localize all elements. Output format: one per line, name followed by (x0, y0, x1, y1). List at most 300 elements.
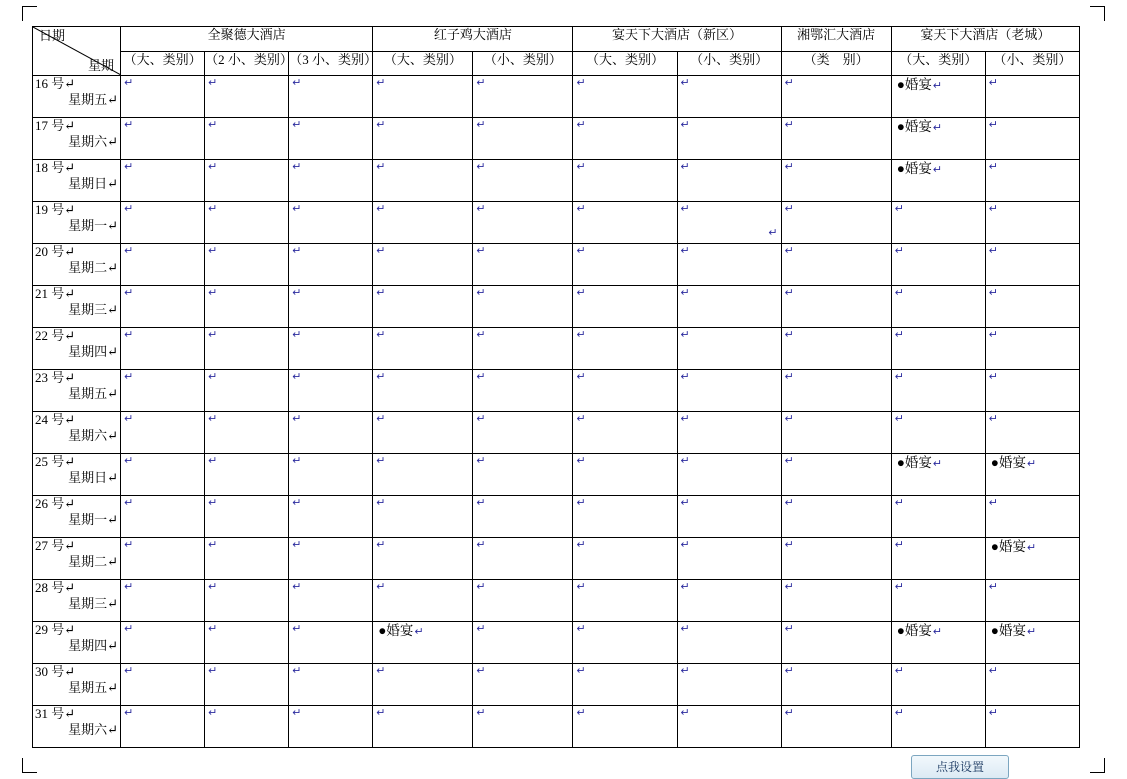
paragraph-mark-icon: ↵ (376, 119, 386, 131)
header-weekday-label: 星期 (88, 57, 115, 73)
date-cell (33, 622, 121, 664)
schedule-cell[interactable] (677, 76, 781, 118)
paragraph-mark-icon: ↵ (932, 122, 943, 134)
schedule-cell[interactable] (573, 538, 677, 580)
subheader-hongziji-small: （小、类别） (473, 52, 573, 76)
schedule-cell[interactable] (289, 706, 373, 748)
schedule-cell[interactable] (289, 622, 373, 664)
schedule-cell[interactable] (473, 580, 573, 622)
schedule-cell[interactable] (121, 538, 205, 580)
schedule-cell[interactable] (781, 244, 891, 286)
paragraph-mark-icon: ↵ (208, 623, 218, 635)
schedule-cell[interactable] (677, 118, 781, 160)
paragraph-mark-icon: ↵ (292, 413, 302, 425)
schedule-cell[interactable] (781, 538, 891, 580)
paragraph-mark-icon: ↵ (376, 539, 386, 551)
schedule-cell[interactable] (205, 538, 289, 580)
paragraph-mark-icon: ↵ (376, 203, 386, 215)
schedule-cell[interactable] (205, 370, 289, 412)
paragraph-mark-icon: ↵ (292, 497, 302, 509)
schedule-cell[interactable] (677, 328, 781, 370)
schedule-cell[interactable] (677, 580, 781, 622)
schedule-cell[interactable] (473, 538, 573, 580)
paragraph-mark-icon: ↵ (292, 203, 302, 215)
schedule-cell[interactable] (205, 622, 289, 664)
date-day-number: 31 号↵ (35, 706, 76, 721)
schedule-cell[interactable] (985, 118, 1079, 160)
schedule-cell[interactable] (205, 244, 289, 286)
schedule-cell[interactable] (677, 202, 781, 244)
schedule-cell[interactable] (473, 328, 573, 370)
schedule-cell[interactable] (289, 454, 373, 496)
schedule-cell[interactable] (573, 706, 677, 748)
paragraph-mark-icon: ↵ (292, 329, 302, 341)
date-cell (33, 538, 121, 580)
schedule-cell[interactable] (373, 538, 473, 580)
table-row (33, 706, 1080, 748)
date-weekday: 星期六↵ (68, 134, 119, 150)
paragraph-mark-icon: ↵ (292, 77, 302, 89)
schedule-cell[interactable] (121, 76, 205, 118)
paragraph-mark-icon: ↵ (576, 455, 586, 467)
settings-floating-button[interactable]: 点我设置 (911, 755, 1009, 779)
schedule-cell[interactable] (473, 160, 573, 202)
schedule-cell[interactable] (891, 244, 985, 286)
paragraph-mark-icon: ↵ (292, 161, 302, 173)
paragraph-mark-icon: ↵ (124, 539, 134, 551)
schedule-cell[interactable] (289, 496, 373, 538)
schedule-cell[interactable] (781, 580, 891, 622)
paragraph-mark-icon: ↵ (376, 665, 386, 677)
schedule-cell[interactable] (677, 664, 781, 706)
schedule-cell[interactable] (891, 286, 985, 328)
schedule-cell[interactable] (205, 496, 289, 538)
paragraph-mark-icon: ↵ (476, 623, 486, 635)
date-cell (33, 286, 121, 328)
schedule-cell[interactable] (121, 706, 205, 748)
schedule-cell[interactable] (781, 328, 891, 370)
schedule-cell[interactable] (205, 286, 289, 328)
paragraph-mark-icon: ↵ (124, 329, 134, 341)
schedule-cell[interactable] (205, 706, 289, 748)
schedule-cell[interactable] (891, 118, 985, 160)
table-row (33, 244, 1080, 286)
schedule-cell[interactable] (573, 496, 677, 538)
schedule-cell[interactable] (985, 328, 1079, 370)
subheader-yantianxia-old-large: （大、类别） (891, 52, 985, 76)
schedule-body (33, 76, 1080, 748)
schedule-cell[interactable] (573, 412, 677, 454)
schedule-cell[interactable] (205, 118, 289, 160)
paragraph-mark-icon: ↵ (680, 539, 690, 551)
paragraph-mark-icon: ↵ (376, 161, 386, 173)
schedule-cell[interactable] (473, 202, 573, 244)
paragraph-mark-icon: ↵ (208, 287, 218, 299)
schedule-cell[interactable] (781, 202, 891, 244)
date-weekday: 星期四↵ (68, 344, 119, 360)
schedule-cell[interactable] (985, 412, 1079, 454)
paragraph-mark-icon: ↵ (784, 455, 794, 467)
date-weekday: 星期五↵ (68, 680, 119, 696)
schedule-cell[interactable] (289, 538, 373, 580)
schedule-cell[interactable] (985, 76, 1079, 118)
date-day-number: 24 号↵ (35, 412, 76, 427)
schedule-cell[interactable] (373, 202, 473, 244)
banquet-schedule-table (32, 26, 1080, 748)
date-day-number: 25 号↵ (35, 454, 76, 469)
schedule-cell[interactable] (205, 76, 289, 118)
paragraph-mark-icon: ↵ (988, 161, 999, 173)
paragraph-mark-icon: ↵ (208, 119, 218, 131)
date-weekday: 星期三↵ (68, 596, 119, 612)
date-cell (33, 496, 121, 538)
schedule-cell[interactable] (121, 664, 205, 706)
schedule-cell[interactable] (289, 412, 373, 454)
schedule-cell[interactable] (121, 328, 205, 370)
event-entry: ●婚宴 (896, 623, 932, 638)
paragraph-mark-icon: ↵ (292, 623, 302, 635)
paragraph-mark-icon: ↵ (932, 164, 943, 176)
subheader-hongziji-large: （大、类别） (373, 52, 473, 76)
event-entry: ●婚宴 (896, 77, 932, 92)
schedule-cell[interactable] (289, 286, 373, 328)
date-cell (33, 118, 121, 160)
schedule-cell[interactable] (781, 370, 891, 412)
table-row (33, 76, 1080, 118)
schedule-cell[interactable] (677, 160, 781, 202)
paragraph-mark-icon: ↵ (576, 245, 586, 257)
date-weekday: 星期二↵ (68, 260, 119, 276)
paragraph-mark-icon: ↵ (894, 581, 904, 593)
schedule-cell[interactable] (289, 664, 373, 706)
schedule-cell[interactable] (985, 244, 1079, 286)
schedule-cell[interactable] (677, 286, 781, 328)
venue-header-yantianxia-old: 宴天下大酒店（老城） (891, 27, 1079, 52)
schedule-cell[interactable] (781, 454, 891, 496)
schedule-cell[interactable] (289, 580, 373, 622)
paragraph-mark-icon: ↵ (680, 707, 690, 719)
subheader-xianghui-type: （类 别） (781, 52, 891, 76)
subheader-yantianxia-new-large: （大、类别） (573, 52, 677, 76)
paragraph-mark-icon: ↵ (988, 581, 999, 593)
paragraph-mark-icon: ↵ (208, 329, 218, 341)
schedule-cell[interactable] (677, 412, 781, 454)
schedule-cell[interactable] (473, 244, 573, 286)
schedule-cell[interactable] (573, 664, 677, 706)
schedule-cell[interactable] (289, 202, 373, 244)
schedule-cell[interactable] (205, 664, 289, 706)
schedule-cell[interactable] (781, 622, 891, 664)
date-cell (33, 328, 121, 370)
paragraph-mark-icon: ↵ (988, 203, 999, 215)
schedule-cell[interactable] (891, 496, 985, 538)
schedule-cell[interactable] (121, 412, 205, 454)
schedule-cell[interactable] (205, 160, 289, 202)
schedule-cell[interactable] (473, 622, 573, 664)
schedule-cell[interactable] (121, 118, 205, 160)
paragraph-mark-icon: ↵ (476, 329, 486, 341)
date-day-number: 26 号↵ (35, 496, 76, 511)
date-day-number: 27 号↵ (35, 538, 76, 553)
paragraph-mark-icon: ↵ (476, 203, 486, 215)
schedule-cell[interactable] (573, 328, 677, 370)
schedule-cell[interactable] (573, 580, 677, 622)
paragraph-mark-icon: ↵ (784, 623, 794, 635)
schedule-cell[interactable] (373, 412, 473, 454)
date-day-number: 28 号↵ (35, 580, 76, 595)
schedule-cell[interactable] (891, 412, 985, 454)
schedule-cell[interactable] (985, 202, 1079, 244)
schedule-cell[interactable] (473, 496, 573, 538)
table-row (33, 328, 1080, 370)
schedule-cell[interactable] (373, 76, 473, 118)
schedule-cell[interactable] (373, 454, 473, 496)
paragraph-mark-icon: ↵ (680, 287, 690, 299)
schedule-cell[interactable] (985, 622, 1079, 664)
schedule-cell[interactable] (677, 370, 781, 412)
paragraph-mark-icon: ↵ (576, 203, 586, 215)
schedule-cell[interactable] (891, 664, 985, 706)
table-row (33, 496, 1080, 538)
schedule-cell[interactable] (205, 580, 289, 622)
date-cell (33, 580, 121, 622)
schedule-cell[interactable] (121, 622, 205, 664)
schedule-cell[interactable] (121, 286, 205, 328)
subheader-quanjude-large: （大、类别） (121, 52, 205, 76)
paragraph-mark-icon: ↵ (208, 665, 218, 677)
date-weekday: 星期五↵ (68, 92, 119, 108)
paragraph-mark-icon: ↵ (988, 329, 999, 341)
date-weekday: 星期二↵ (68, 554, 119, 570)
paragraph-mark-icon: ↵ (376, 371, 386, 383)
schedule-cell[interactable] (205, 328, 289, 370)
paragraph-mark-icon: ↵ (1026, 542, 1037, 554)
schedule-cell[interactable] (781, 706, 891, 748)
schedule-cell[interactable] (289, 328, 373, 370)
paragraph-mark-icon: ↵ (576, 497, 586, 509)
paragraph-mark-icon: ↵ (680, 245, 690, 257)
paragraph-mark-icon: ↵ (124, 203, 134, 215)
paragraph-mark-icon: ↵ (784, 245, 794, 257)
paragraph-mark-icon: ↵ (1026, 458, 1037, 470)
schedule-cell[interactable] (985, 496, 1079, 538)
paragraph-mark-icon: ↵ (680, 665, 690, 677)
event-entry: ●婚宴 (896, 161, 932, 176)
schedule-cell[interactable] (985, 370, 1079, 412)
date-weekday: 星期四↵ (68, 638, 119, 654)
date-weekday: 星期日↵ (68, 176, 119, 192)
schedule-cell[interactable] (891, 370, 985, 412)
paragraph-mark-icon: ↵ (292, 119, 302, 131)
schedule-cell[interactable] (473, 412, 573, 454)
event-entry: ●婚宴 (378, 623, 414, 638)
schedule-cell[interactable] (891, 328, 985, 370)
schedule-cell[interactable] (985, 160, 1079, 202)
schedule-cell[interactable] (891, 622, 985, 664)
paragraph-mark-icon: ↵ (476, 497, 486, 509)
date-weekday: 星期六↵ (68, 722, 119, 738)
schedule-cell[interactable] (677, 244, 781, 286)
schedule-cell[interactable] (121, 244, 205, 286)
schedule-cell[interactable] (891, 160, 985, 202)
paragraph-mark-icon: ↵ (124, 665, 134, 677)
paragraph-mark-icon: ↵ (784, 539, 794, 551)
date-day-number: 21 号↵ (35, 286, 76, 301)
schedule-cell[interactable] (781, 160, 891, 202)
paragraph-mark-icon: ↵ (680, 455, 690, 467)
date-day-number: 19 号↵ (35, 202, 76, 217)
schedule-cell[interactable] (891, 706, 985, 748)
paragraph-mark-icon: ↵ (124, 245, 134, 257)
schedule-cell[interactable] (373, 664, 473, 706)
schedule-cell[interactable] (573, 202, 677, 244)
schedule-cell[interactable] (985, 664, 1079, 706)
schedule-cell[interactable] (205, 454, 289, 496)
paragraph-mark-icon: ↵ (292, 665, 302, 677)
paragraph-mark-icon: ↵ (124, 581, 134, 593)
schedule-cell[interactable] (473, 118, 573, 160)
schedule-cell[interactable] (121, 454, 205, 496)
event-entry: ●婚宴 (896, 119, 932, 134)
schedule-cell[interactable] (373, 706, 473, 748)
schedule-cell[interactable] (473, 286, 573, 328)
schedule-cell[interactable] (473, 706, 573, 748)
schedule-cell[interactable] (985, 706, 1079, 748)
paragraph-mark-icon: ↵ (376, 329, 386, 341)
schedule-cell[interactable] (289, 370, 373, 412)
schedule-cell[interactable] (891, 202, 985, 244)
paragraph-mark-icon: ↵ (476, 161, 486, 173)
schedule-cell[interactable] (677, 454, 781, 496)
schedule-cell[interactable] (985, 286, 1079, 328)
schedule-cell[interactable] (677, 622, 781, 664)
schedule-cell[interactable] (373, 580, 473, 622)
schedule-cell[interactable] (121, 370, 205, 412)
schedule-cell[interactable] (891, 538, 985, 580)
paragraph-mark-icon: ↵ (208, 203, 218, 215)
paragraph-mark-icon: ↵ (680, 371, 690, 383)
schedule-cell[interactable] (205, 412, 289, 454)
schedule-cell[interactable] (573, 76, 677, 118)
schedule-cell[interactable] (781, 286, 891, 328)
paragraph-mark-icon: ↵ (476, 119, 486, 131)
subheader-yantianxia-new-small: （小、类别） (677, 52, 781, 76)
schedule-cell[interactable] (473, 664, 573, 706)
schedule-cell[interactable] (781, 118, 891, 160)
paragraph-mark-icon: ↵ (476, 413, 486, 425)
date-day-number: 17 号↵ (35, 118, 76, 133)
schedule-cell[interactable] (373, 160, 473, 202)
schedule-cell[interactable] (573, 160, 677, 202)
schedule-cell[interactable] (473, 76, 573, 118)
schedule-cell[interactable] (573, 370, 677, 412)
schedule-cell[interactable] (289, 76, 373, 118)
schedule-cell[interactable] (473, 370, 573, 412)
paragraph-mark-icon: ↵ (988, 707, 999, 719)
schedule-cell[interactable] (677, 496, 781, 538)
venue-header-hongziji: 红子鸡大酒店 (373, 27, 573, 52)
schedule-cell[interactable] (121, 580, 205, 622)
schedule-cell[interactable] (121, 496, 205, 538)
schedule-cell[interactable] (289, 160, 373, 202)
schedule-cell[interactable] (121, 202, 205, 244)
paragraph-mark-icon: ↵ (208, 455, 218, 467)
paragraph-mark-icon: ↵ (894, 287, 904, 299)
paragraph-mark-icon: ↵ (576, 119, 586, 131)
schedule-cell[interactable] (373, 118, 473, 160)
schedule-cell[interactable] (373, 286, 473, 328)
paragraph-mark-icon: ↵ (208, 539, 218, 551)
schedule-cell[interactable] (573, 286, 677, 328)
paragraph-mark-icon: ↵ (376, 581, 386, 593)
paragraph-mark-icon: ↵ (784, 161, 794, 173)
schedule-cell[interactable] (473, 454, 573, 496)
paragraph-mark-icon: ↵ (476, 245, 486, 257)
schedule-cell[interactable] (573, 244, 677, 286)
schedule-cell[interactable] (573, 622, 677, 664)
schedule-cell[interactable] (373, 244, 473, 286)
paragraph-mark-icon: ↵ (784, 581, 794, 593)
schedule-cell[interactable] (573, 454, 677, 496)
schedule-cell[interactable] (781, 76, 891, 118)
schedule-cell[interactable] (781, 664, 891, 706)
schedule-cell[interactable] (891, 454, 985, 496)
schedule-cell[interactable] (985, 454, 1079, 496)
paragraph-mark-icon: ↵ (208, 371, 218, 383)
paragraph-mark-icon: ↵ (680, 203, 690, 215)
subheader-quanjude-small2: （2 小、类别） (205, 52, 289, 76)
schedule-cell[interactable] (781, 496, 891, 538)
schedule-cell[interactable] (891, 580, 985, 622)
schedule-cell[interactable] (373, 370, 473, 412)
schedule-cell[interactable] (373, 622, 473, 664)
paragraph-mark-icon: ↵ (476, 455, 486, 467)
paragraph-mark-icon: ↵ (208, 77, 218, 89)
paragraph-mark-icon: ↵ (784, 371, 794, 383)
schedule-cell[interactable] (985, 538, 1079, 580)
date-cell (33, 454, 121, 496)
paragraph-mark-icon: ↵ (894, 665, 904, 677)
paragraph-mark-icon: ↵ (414, 626, 424, 638)
schedule-cell[interactable] (373, 496, 473, 538)
schedule-cell[interactable] (289, 118, 373, 160)
schedule-cell[interactable] (205, 202, 289, 244)
schedule-cell[interactable] (891, 76, 985, 118)
table-row (33, 286, 1080, 328)
schedule-cell[interactable] (573, 118, 677, 160)
paragraph-mark-icon: ↵ (376, 707, 386, 719)
schedule-cell[interactable] (677, 706, 781, 748)
paragraph-mark-icon: ↵ (680, 581, 690, 593)
schedule-cell[interactable] (677, 538, 781, 580)
paragraph-mark-icon: ↵ (208, 707, 218, 719)
paragraph-mark-icon: ↵ (476, 665, 486, 677)
table-row (33, 664, 1080, 706)
table-row (33, 202, 1080, 244)
paragraph-mark-icon: ↵ (680, 329, 690, 341)
schedule-cell[interactable] (781, 412, 891, 454)
paragraph-mark-icon: ↵ (576, 581, 586, 593)
paragraph-mark-icon: ↵ (784, 119, 794, 131)
schedule-cell[interactable] (985, 580, 1079, 622)
event-entry: ●婚宴 (990, 539, 1026, 554)
schedule-cell[interactable] (121, 160, 205, 202)
paragraph-mark-icon: ↵ (124, 371, 134, 383)
paragraph-mark-icon: ↵ (680, 161, 690, 173)
schedule-cell[interactable] (289, 244, 373, 286)
schedule-cell[interactable] (373, 328, 473, 370)
paragraph-mark-icon: ↵ (784, 413, 794, 425)
